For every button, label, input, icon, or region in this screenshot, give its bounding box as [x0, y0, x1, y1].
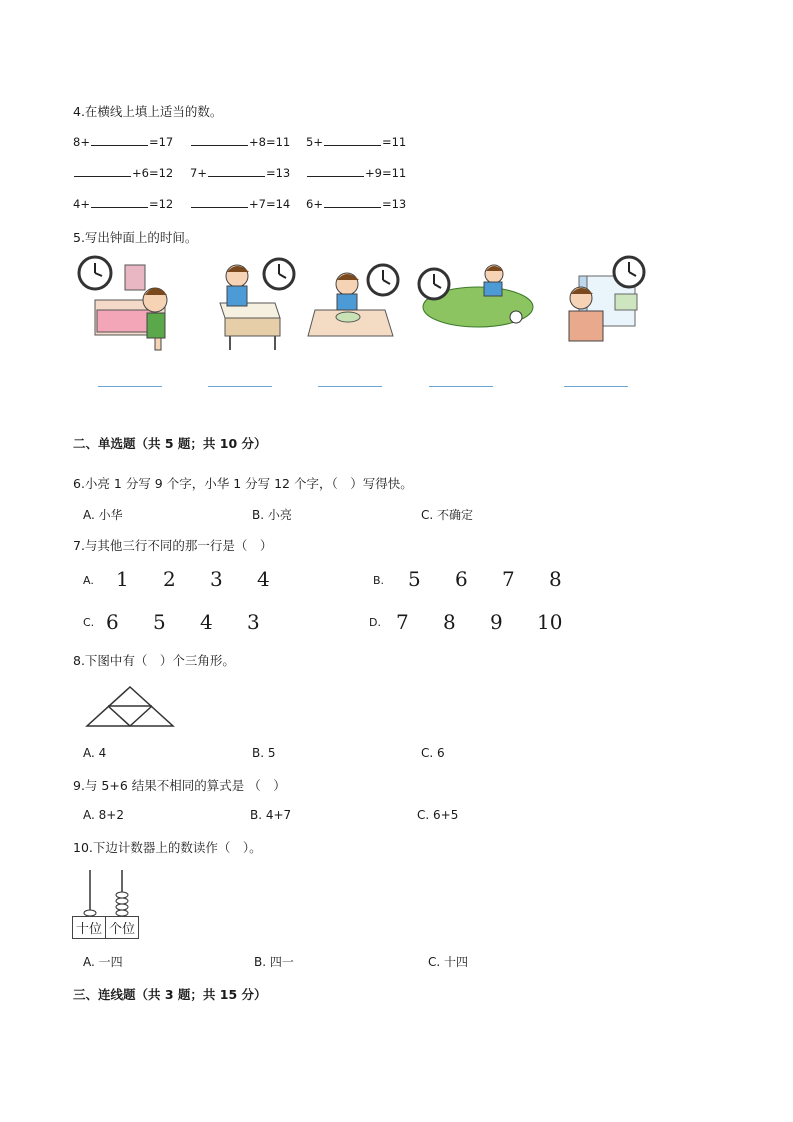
q4-equation: [306, 135, 406, 149]
answer-blank[interactable]: [191, 144, 248, 146]
q8-option-b[interactable]: B. 5: [252, 746, 276, 760]
q7-c-num: 6: [106, 610, 119, 634]
equation-suffix: +9=11: [365, 166, 407, 180]
equation-prefix: 5+: [306, 135, 323, 149]
q5-answer-line-5[interactable]: [564, 386, 628, 387]
q6-option-a[interactable]: A. 小华: [83, 508, 123, 522]
abacus-place-labels: [72, 916, 139, 939]
dining-table-clock-scene-icon: [305, 262, 400, 342]
q7-option-d-numbers: [396, 610, 584, 634]
q4-title: 4.在横线上填上适当的数。: [73, 104, 223, 119]
answer-blank[interactable]: [324, 144, 381, 146]
q7-d-num: 9: [490, 610, 503, 634]
q5-answer-line-1[interactable]: [98, 386, 162, 387]
q7-option-d-label[interactable]: D.: [369, 616, 381, 629]
q6-option-c[interactable]: C. 不确定: [421, 508, 474, 522]
abacus-bead: [116, 892, 128, 898]
window-clock-scene-icon: [565, 256, 650, 346]
q4-equation: [190, 135, 290, 149]
q5-answer-line-3[interactable]: [318, 386, 382, 387]
answer-blank[interactable]: [91, 144, 148, 146]
q9-option-a[interactable]: A. 8+2: [83, 808, 124, 822]
q8-option-c[interactable]: C. 6: [421, 746, 445, 760]
equation-prefix: 6+: [306, 197, 323, 211]
equation-prefix: 8+: [73, 135, 90, 149]
equation-suffix: =11: [381, 135, 407, 149]
answer-blank[interactable]: [208, 175, 265, 177]
q7-c-num: 4: [200, 610, 213, 634]
q9-option-b[interactable]: B. 4+7: [250, 808, 292, 822]
q4-equation: [190, 166, 290, 180]
q9-title: 9.与 5+6 结果不相同的算式是 （ ）: [73, 778, 286, 793]
equation-suffix: =13: [265, 166, 291, 180]
abacus-bead: [116, 898, 128, 904]
q7-b-num: 8: [549, 567, 562, 591]
q7-d-num: 10: [537, 610, 563, 634]
equation-suffix: =17: [148, 135, 174, 149]
answer-blank[interactable]: [191, 206, 248, 208]
abacus-rods-icon: [72, 868, 142, 918]
q7-c-num: 5: [153, 610, 166, 634]
q7-b-num: 6: [455, 567, 468, 591]
q5-answer-line-2[interactable]: [208, 386, 272, 387]
section-3-title: 三、连线题（共 3 题；共 15 分）: [73, 987, 267, 1002]
q7-a-num: 1: [116, 567, 129, 591]
q7-title: 7.与其他三行不同的那一行是（ ）: [73, 538, 273, 553]
q10-option-b[interactable]: B. 四一: [254, 955, 294, 969]
study-desk-clock-scene-icon: [205, 258, 300, 353]
equation-suffix: =13: [381, 197, 407, 211]
equation-prefix: 7+: [190, 166, 207, 180]
q7-b-num: 5: [408, 567, 421, 591]
q10-title: 10.下边计数器上的数读作（ ）。: [73, 840, 262, 855]
q9-option-c[interactable]: C. 6+5: [417, 808, 459, 822]
q7-d-num: 7: [396, 610, 409, 634]
bedroom-clock-scene-icon: [75, 255, 185, 355]
answer-blank[interactable]: [324, 206, 381, 208]
q4-equation: [73, 166, 173, 180]
q7-option-b-label[interactable]: B.: [373, 574, 385, 587]
q8-title: 8.下图中有（ ）个三角形。: [73, 653, 235, 668]
playground-clock-scene-icon: [416, 262, 536, 332]
q7-c-num: 3: [247, 610, 260, 634]
q6-title: 6.小亮 1 分写 9 个字，小华 1 分写 12 个字，（ ）写得快。: [73, 476, 413, 491]
q7-option-b-numbers: [408, 567, 596, 591]
q7-a-num: 3: [210, 567, 223, 591]
answer-blank[interactable]: [307, 175, 364, 177]
q10-option-c[interactable]: C. 十四: [428, 955, 469, 969]
q7-option-c-numbers: [106, 610, 294, 634]
q5-answer-line-4[interactable]: [429, 386, 493, 387]
q7-option-a-label[interactable]: A.: [83, 574, 94, 587]
tens-place-label: 十位: [73, 917, 106, 938]
q4-equation: [306, 166, 406, 180]
q4-equation: [306, 197, 406, 211]
equation-prefix: 4+: [73, 197, 90, 211]
q5-title: 5.写出钟面上的时间。: [73, 230, 198, 245]
q7-a-num: 2: [163, 567, 176, 591]
q7-option-c-label[interactable]: C.: [83, 616, 95, 629]
q7-a-num: 4: [257, 567, 270, 591]
equation-suffix: +8=11: [249, 135, 291, 149]
abacus-bead: [116, 904, 128, 910]
ones-place-label: 个位: [109, 922, 136, 937]
q6-option-b[interactable]: B. 小亮: [252, 508, 292, 522]
section-2-title: 二、单选题（共 5 题；共 10 分）: [73, 436, 267, 451]
q7-option-a-numbers: [116, 567, 304, 591]
answer-blank[interactable]: [74, 175, 131, 177]
equation-suffix: +7=14: [249, 197, 291, 211]
q4-equation: [73, 197, 173, 211]
equation-suffix: =12: [148, 197, 174, 211]
q7-d-num: 8: [443, 610, 456, 634]
q7-b-num: 7: [502, 567, 515, 591]
q4-equation: [190, 197, 290, 211]
q4-equation: [73, 135, 173, 149]
q10-option-a[interactable]: A. 一四: [83, 955, 123, 969]
answer-blank[interactable]: [91, 206, 148, 208]
q8-option-a[interactable]: A. 4: [83, 746, 107, 760]
triangle-figure-icon: [86, 686, 176, 728]
equation-suffix: +6=12: [132, 166, 174, 180]
